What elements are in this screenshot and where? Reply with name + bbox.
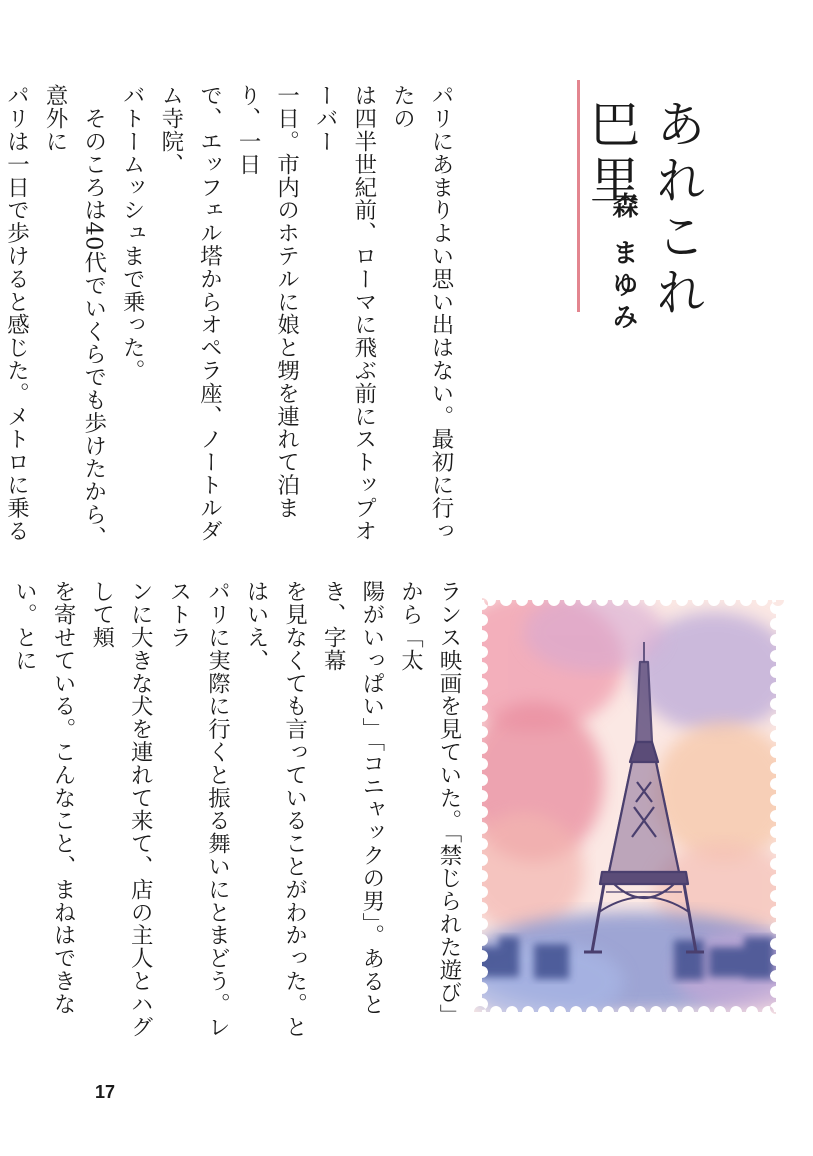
body-column: バトームッシュまで乗った。	[119, 84, 146, 382]
title-line-1: あれこれ	[648, 98, 706, 322]
body-column: 陽がいっぱい」「コニャックの男」。あるとき、字幕	[320, 580, 385, 1016]
body-column: ランス映画を見ていた。「禁じられた遊び」から「太	[397, 580, 462, 1027]
body-column: パリに実際に行くと振る舞いにとまどう。レストラ	[165, 580, 231, 1038]
article-body-bottom	[11, 580, 468, 1042]
stamp-watercolor	[444, 592, 813, 1022]
article-title	[578, 98, 710, 322]
body-column: を見なくても言っていることがわかった。とはいえ、	[243, 580, 308, 1038]
body-column: パリは一日で歩けると感じた。メトロに乗る	[3, 84, 30, 542]
author-name: 森 まゆみ	[608, 192, 638, 336]
page-number: 17	[95, 1082, 116, 1102]
body-column: を寄せている。こんなこと、まねはできない。とに	[11, 580, 77, 1016]
body-column: 一日。市内のホテルに娘と甥を連れて泊まり、一日	[235, 84, 300, 520]
title-area	[560, 70, 760, 336]
eiffel-tower-stamp-illustration	[474, 592, 784, 1020]
body-column: で、エッフェル塔からオペラ座、ノートルダム寺院、	[157, 84, 223, 542]
title-line-2: 巴里	[582, 98, 640, 210]
body-column	[0, 580, 5, 1042]
body-column: は四半世紀前、ローマに飛ぶ前にストップオーバー	[312, 84, 377, 542]
body-column: そのころは40代でいくらでも歩けたから、意外に	[42, 84, 107, 549]
article-body-top	[3, 84, 460, 560]
body-column: ンに大きな犬を連れて来て、店の主人とハグして頬	[88, 580, 154, 1038]
body-column: パリにあまりよい思い出はない。最初に行ったの	[389, 84, 454, 542]
